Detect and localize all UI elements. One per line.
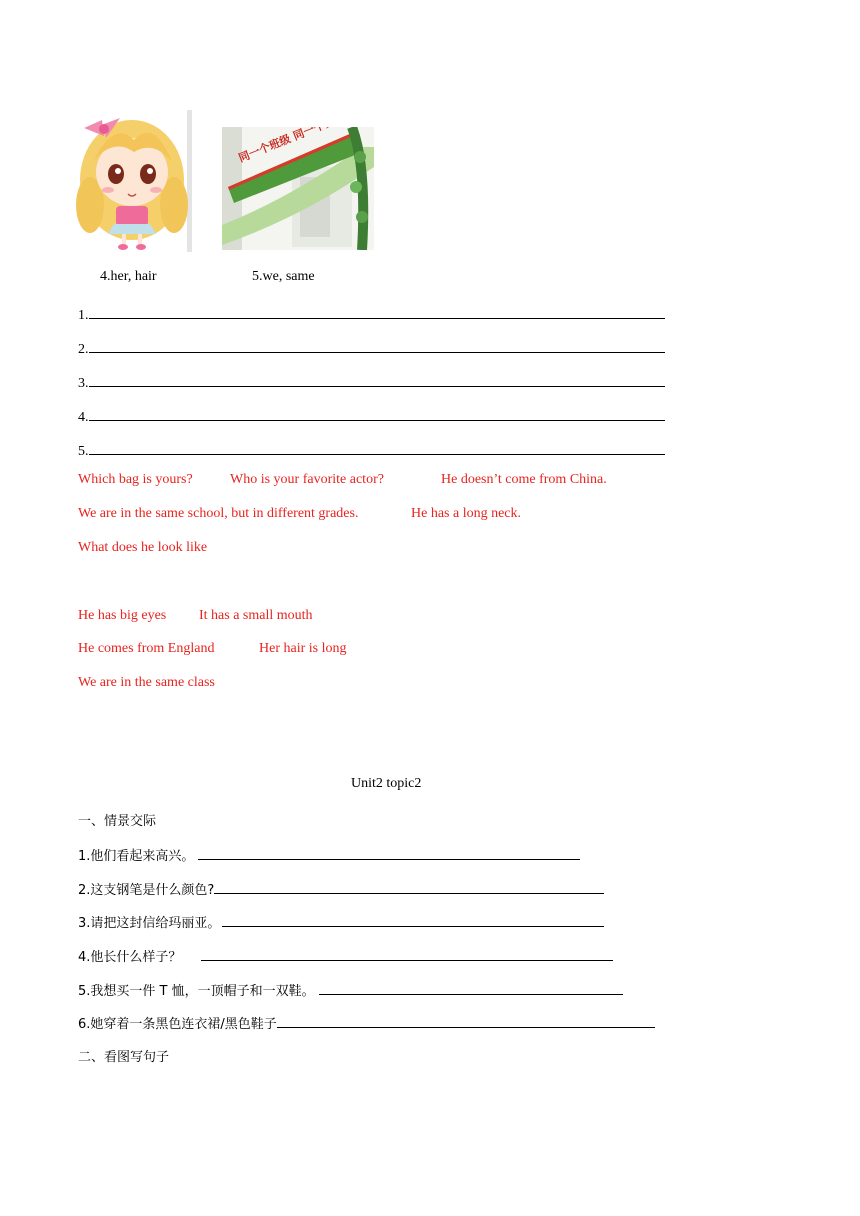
answer-text: Her hair is long bbox=[259, 641, 347, 656]
question-item-4[interactable] bbox=[78, 945, 613, 965]
classroom-image bbox=[222, 127, 374, 250]
answer-text: What does he look like bbox=[78, 540, 208, 555]
cartoon-girl-image bbox=[74, 110, 194, 252]
question-text: 5.我想买一件 T 恤，一顶帽子和一双鞋。 bbox=[78, 984, 315, 999]
answer-text: We are in the same school, but in different grades. bbox=[78, 506, 359, 521]
blank-underline[interactable] bbox=[89, 337, 665, 353]
answer-line-3[interactable] bbox=[78, 371, 665, 392]
blank-underline[interactable] bbox=[89, 303, 665, 319]
answer-text: It has a small mouth bbox=[199, 608, 313, 623]
question-item-1[interactable] bbox=[78, 844, 580, 864]
picture-label-5: 5.we, same bbox=[252, 269, 315, 284]
answer-line-5[interactable] bbox=[78, 439, 665, 460]
blank-underline[interactable] bbox=[89, 405, 665, 421]
question-text: 4.他长什么样子？ bbox=[78, 950, 182, 965]
question-text: 1.他们看起来高兴。 bbox=[78, 849, 195, 864]
answer-text: Which bag is yours? bbox=[78, 472, 193, 487]
blank-underline[interactable] bbox=[222, 911, 604, 927]
answer-text: He has big eyes bbox=[78, 608, 167, 623]
answer-line-number: 3. bbox=[78, 376, 89, 391]
blank-underline[interactable] bbox=[319, 979, 623, 995]
blank-underline[interactable] bbox=[214, 878, 604, 894]
question-text: 6.她穿着一条黑色连衣裙/黑色鞋子 bbox=[78, 1017, 277, 1032]
blank-underline[interactable] bbox=[277, 1012, 655, 1028]
question-item-6[interactable] bbox=[78, 1012, 655, 1032]
answer-text: Who is your favorite actor? bbox=[230, 472, 384, 487]
answer-line-number: 2. bbox=[78, 342, 89, 357]
answer-line-4[interactable] bbox=[78, 405, 665, 426]
answer-line-2[interactable] bbox=[78, 337, 665, 358]
blank-underline[interactable] bbox=[89, 439, 665, 455]
classroom-banner-icon bbox=[222, 127, 374, 250]
section-title: Unit2 topic2 bbox=[351, 776, 422, 791]
blank-underline[interactable] bbox=[198, 844, 580, 860]
answer-line-number: 1. bbox=[78, 308, 89, 323]
answer-text: He comes from England bbox=[78, 641, 215, 656]
answer-line-number: 5. bbox=[78, 444, 89, 459]
part1-heading: 一、情景交际 bbox=[78, 814, 157, 829]
question-item-5[interactable] bbox=[78, 979, 623, 999]
blank-underline[interactable] bbox=[89, 371, 665, 387]
answer-line-1[interactable] bbox=[78, 303, 665, 324]
answer-text: We are in the same class bbox=[78, 675, 215, 690]
answer-text: He doesn’t come from China. bbox=[441, 472, 607, 487]
question-item-3[interactable] bbox=[78, 911, 604, 931]
question-text: 3.请把这封信给玛丽亚。 bbox=[78, 916, 221, 931]
answer-text: He has a long neck. bbox=[411, 506, 522, 521]
part2-heading: 二、看图写句子 bbox=[78, 1050, 170, 1065]
question-text: 2.这支钢笔是什么颜色? bbox=[78, 883, 215, 898]
picture-label-4: 4.her, hair bbox=[100, 269, 157, 284]
question-item-2[interactable] bbox=[78, 878, 604, 898]
cartoon-girl-icon bbox=[74, 110, 194, 252]
blank-underline[interactable] bbox=[201, 945, 613, 961]
answer-line-number: 4. bbox=[78, 410, 89, 425]
